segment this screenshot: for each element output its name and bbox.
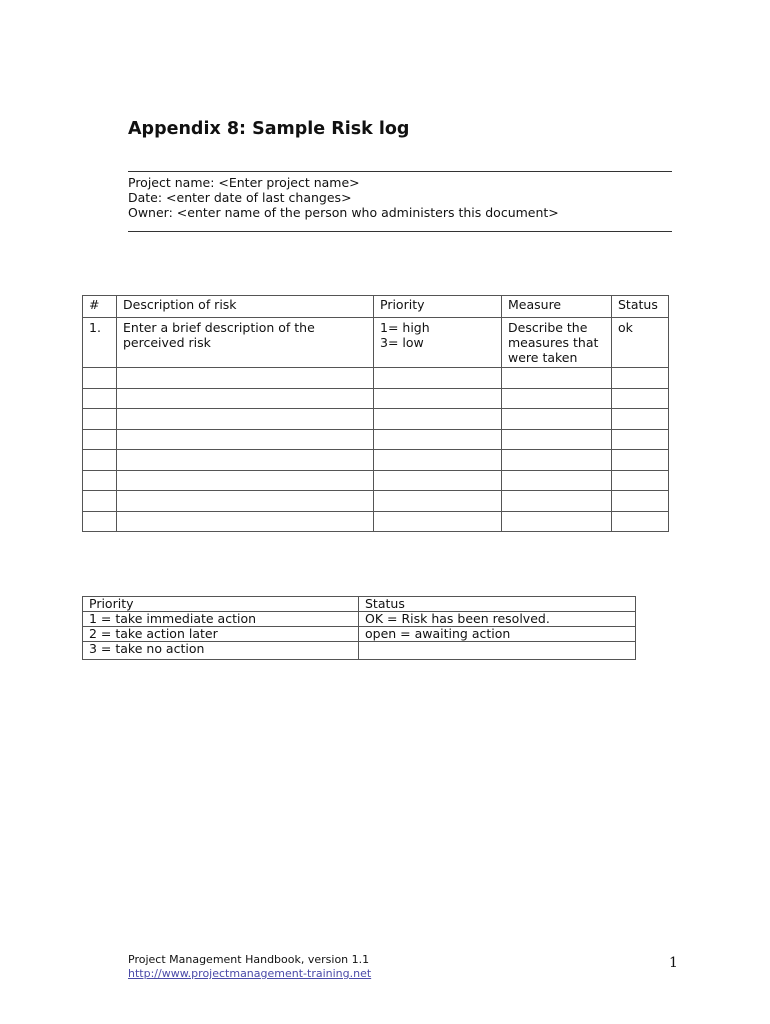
footer	[128, 953, 371, 981]
legend-status-heading: Status	[359, 597, 636, 612]
top-divider	[128, 171, 672, 172]
table-header-row	[83, 296, 669, 318]
header-priority: Priority	[374, 296, 502, 318]
legend-status-value: OK = Risk has been resolved.	[359, 612, 636, 627]
legend-priority-value: 3 = take no action	[83, 642, 359, 660]
risk-log-table	[82, 295, 669, 532]
table-row-empty	[83, 388, 669, 409]
table-row-empty	[83, 491, 669, 512]
table-row-empty	[83, 409, 669, 430]
legend-row	[83, 597, 636, 612]
table-row-empty	[83, 511, 669, 532]
page-title: Appendix 8: Sample Risk log	[128, 119, 410, 139]
header-description: Description of risk	[117, 296, 374, 318]
footer-handbook-line: Project Management Handbook, version 1.1	[128, 953, 370, 966]
table-row	[83, 318, 669, 368]
legend-row	[83, 642, 636, 660]
legend-priority-value: 2 = take action later	[83, 627, 359, 642]
table-row-empty	[83, 470, 669, 491]
table-row-empty	[83, 450, 669, 471]
legend-status-value: open = awaiting action	[359, 627, 636, 642]
legend-status-value	[359, 642, 636, 660]
header-number: #	[83, 296, 117, 318]
legend-priority-heading: Priority	[83, 597, 359, 612]
legend-table	[82, 596, 636, 660]
page-number: 1	[669, 955, 678, 971]
table-row-empty	[83, 429, 669, 450]
project-name-line: Project name: <Enter project name>	[128, 175, 360, 190]
legend-priority-value: 1 = take immediate action	[83, 612, 359, 627]
legend-row	[83, 612, 636, 627]
legend-row	[83, 627, 636, 642]
table-row-empty	[83, 368, 669, 389]
owner-line: Owner: <enter name of the person who administers this document>	[128, 205, 559, 220]
cell-measure: Describe the measures that were taken	[502, 318, 612, 368]
cell-priority: 1= high 3= low	[374, 318, 502, 368]
cell-number: 1.	[83, 318, 117, 368]
header-measure: Measure	[502, 296, 612, 318]
footer-link[interactable]: http://www.projectmanagement-training.net	[128, 967, 372, 980]
cell-description: Enter a brief description of the perceived risk	[117, 318, 374, 368]
header-status: Status	[612, 296, 669, 318]
cell-status: ok	[612, 318, 669, 368]
date-line: Date: <enter date of last changes>	[128, 190, 352, 205]
bottom-divider	[128, 231, 672, 232]
